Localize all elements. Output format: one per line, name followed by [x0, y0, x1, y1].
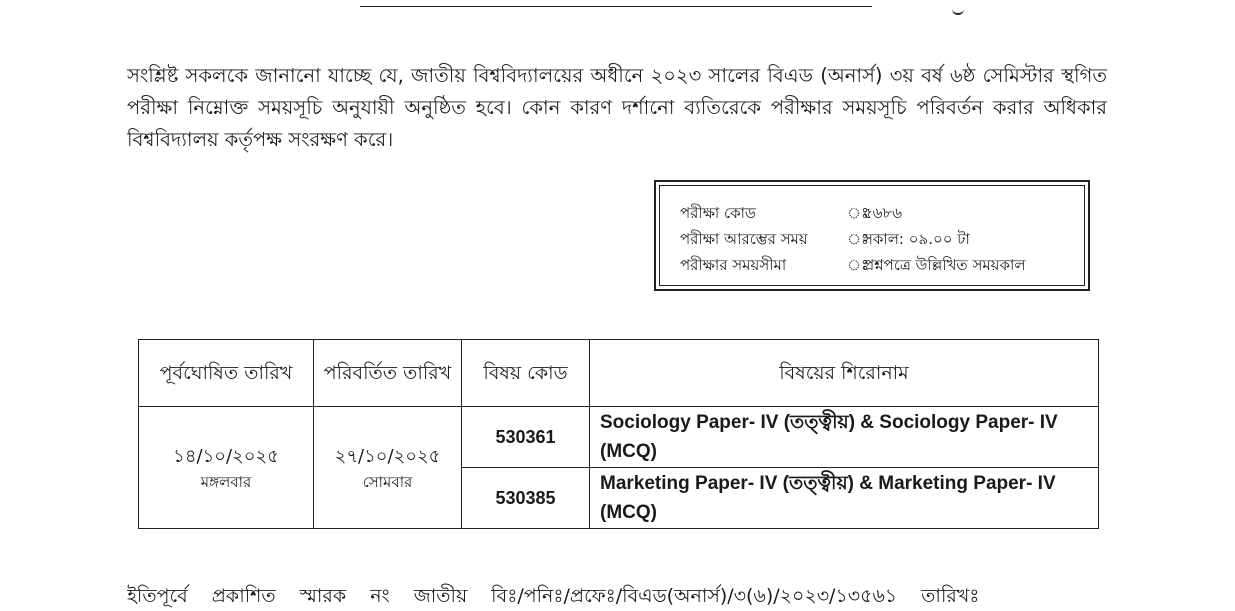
exam-code-value: ৫৬৮৬ — [863, 204, 902, 222]
header-previous-date: পূর্বঘোষিত তারিখ — [139, 340, 314, 407]
table-row — [139, 407, 1099, 468]
exam-start-time-value: সকাল: ০৯.০০ টা — [863, 230, 970, 248]
revised-date: ২৭/১০/২০২৫ — [334, 445, 441, 467]
revised-day: সোমবার — [362, 472, 413, 491]
exam-info-box-inner — [659, 185, 1085, 286]
subject-title-cell: Sociology Paper- IV (তত্ত্বীয়) & Sociology Paper- IV (MCQ) — [590, 407, 1099, 468]
exam-start-time-colon: ঃ — [847, 230, 870, 248]
exam-code-row — [680, 200, 1084, 226]
header-subject-code: বিষয় কোড — [462, 340, 590, 407]
notice-paragraph: সংশ্লিষ্ট সকলকে জানানো যাচ্ছে যে, জাতীয় বিশ্ববিদ্যালয়ের অধীনে ২০২৩ সালের বিএড (অনার্স) ৩য় বর্ষ ৬ষ্ঠ সেমিস্টার স্থগিত পরীক্ষা নিম্নোক্ত সময়সূচি অনুযায়ী অনুষ্ঠিত হবে। কোন কারণ দর্শানো ব্যতিরেকে পরীক্ষার সময়সূচি পরিবর্তন করার অধিকার বিশ্ববিদ্যালয় কর্তৃপক্ষ সংরক্ষণ করে। — [127, 64, 1107, 151]
exam-code-label: পরীক্ষা কোড — [680, 204, 756, 222]
previous-date-cell — [139, 407, 314, 529]
header-revised-date: পরিবর্তিত তারিখ — [314, 340, 462, 407]
subject-title-cell: Marketing Paper- IV (তত্ত্বীয়) & Marketing Paper- IV (MCQ) — [590, 468, 1099, 529]
exam-duration-label: পরীক্ষার সময়সীমা — [680, 256, 787, 274]
previous-day: মঙ্গলবার — [200, 472, 252, 491]
exam-code-colon: ঃ — [847, 204, 870, 222]
header-divider-glyph — [952, 3, 964, 15]
exam-info-box — [654, 180, 1090, 291]
subject-code-cell: 530361 — [462, 407, 590, 468]
subject-code-cell: 530385 — [462, 468, 590, 529]
exam-duration-row — [680, 252, 1084, 278]
exam-duration-colon: ঃ — [847, 256, 870, 274]
table-header-row — [139, 340, 1099, 407]
exam-start-time-label: পরীক্ষা আরম্ভের সময় — [680, 230, 808, 248]
exam-start-time-row — [680, 226, 1084, 252]
header-subject-title: বিষয়ের শিরোনাম — [590, 340, 1099, 407]
exam-schedule-table — [138, 339, 1099, 529]
previous-date: ১৪/১০/২০২৫ — [173, 445, 279, 467]
revised-date-cell — [314, 407, 462, 529]
exam-duration-value: প্রশ্নপত্রে উল্লিখিত সময়কাল — [863, 256, 1026, 274]
reference-memo-line: ইতিপূর্বে প্রকাশিত স্মারক নং জাতীয় বিঃ/পনিঃ/প্রফেঃ/বিএড(অনার্স)/৩(৬)/২০২৩/১৩৫৬১ তারিখঃ — [127, 585, 980, 607]
header-divider — [360, 6, 872, 7]
